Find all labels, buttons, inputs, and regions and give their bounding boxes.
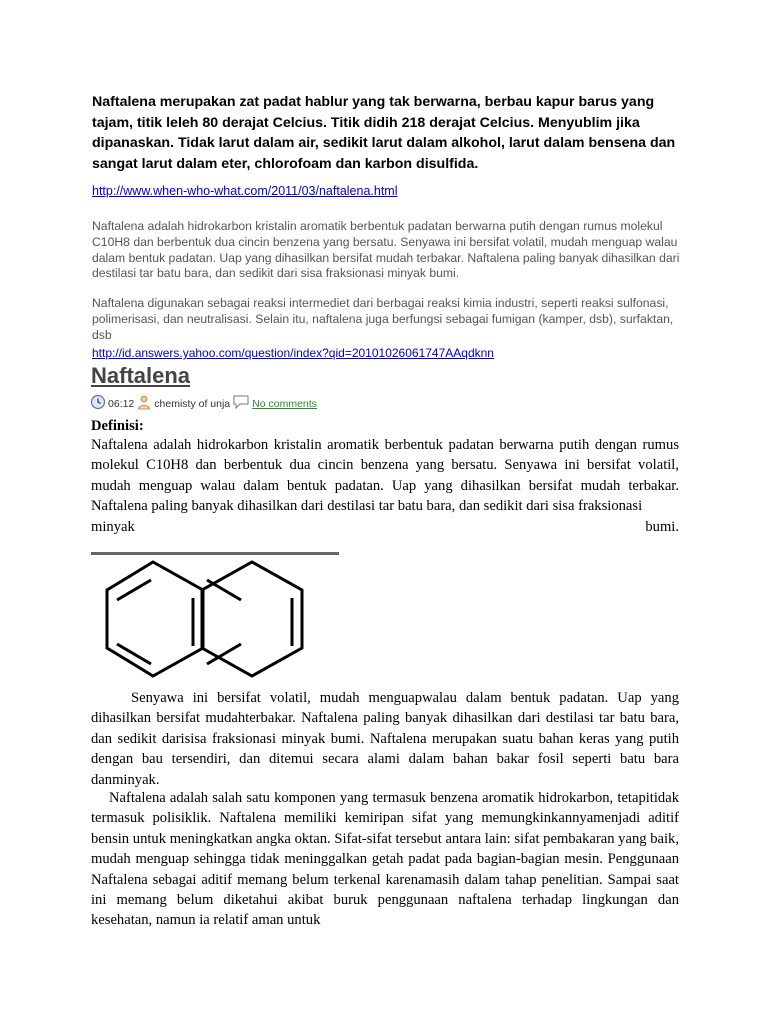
naphthalene-structure-image <box>90 560 310 680</box>
intro-bold-paragraph: Naftalena merupakan zat padat hablur yang tak berwarna, berbau kapur barus yang tajam, titik leleh 80 derajat Celcius. Titik didih 218 derajat Celcius. Menyublim jika dipanaskan. Tidak larut dalam air, sedikit larut dalam alkohol, larut dalam bensena dan sangat larut dalam eter, chlorofoam dan karbon disulfida. <box>92 94 676 172</box>
clock-icon <box>90 394 106 413</box>
definisi-label: Definisi: <box>91 418 144 434</box>
paragraph-3-text: Naftalena adalah salah satu komponen yang termasuk benzena aromatik hidrokarbon, tetapitidak termasuk polisiklik. Naftalena memiliki kemiripan sifat yang memungkinkannyamenjadi aditif bensin untuk meningkatkan angka oktan. Sifat-sifat tersebut antara lain: sifat pembakaran yang baik, mudah menguap sehingga tidak meninggalkan getah padat pada bagian-bagian mesin. Penggunaan Naftalena sebagai aditif memang belum terkenal karenamasih dalam tahap penelitian. Sampai saat ini memang belum diketahui akibat buruk penggunaan naftalena terhadap lingkungan dan kesehatan, namun ia relatif aman untuk <box>91 790 679 929</box>
divider <box>91 552 339 555</box>
post-time: 06:12 <box>108 397 135 410</box>
user-icon <box>136 394 152 413</box>
paragraph-3 <box>91 788 679 931</box>
comments-link[interactable]: No comments <box>252 397 317 410</box>
intro-gray-paragraph-1: Naftalena adalah hidrokarbon kristalin aromatik berbentuk padatan berwarna putih dengan rumus molekul C10H8 dan berbentuk dua cincin benzena yang bersatu. Senyawa ini bersifat volatil, mudah menguap walau dalam bentuk padatan. Uap yang dihasilkan bersifat mudah terbakar. Naftalena paling banyak dihasilkan dari destilasi tar batu bara, dan sedikit dari sisa fraksionasi minyak bumi. <box>92 219 680 281</box>
source-link-1[interactable]: http://www.when-who-what.com/2011/03/naftalena.html <box>92 184 398 198</box>
paragraph-2-text: Senyawa ini bersifat volatil, mudah menguapwalau dalam bentuk padatan. Uap yang dihasilkan bersifat mudahterbakar. Naftalena paling banyak dihasilkan dari destilasi tar batu bara, dan sedikit darisisa fraksionasi minyak bumi. Naftalena merupakan suatu bahan keras yang putih dengan bau tersendiri, dan ditemui secara alami dalam bahan bakar fosil seperti batu bara danminyak. <box>91 690 679 788</box>
paragraph-2 <box>91 688 679 790</box>
post-title[interactable]: Naftalena <box>91 363 191 388</box>
intro-gray-paragraph-2: Naftalena digunakan sebagai reaksi intermediet dari berbagai reaksi kimia industri, seperti reaksi sulfonasi, polimerisasi, dan neutralisasi. Selain itu, naftalena juga berfungsi sebagai fumigan (kamper, dsb), surfaktan, dsb <box>92 296 674 342</box>
comment-icon <box>232 394 250 413</box>
definisi-text: Naftalena adalah hidrokarbon kristalin aromatik berbentuk padatan berwarna putih dengan rumus molekul C10H8 dan berbentuk dua cincin benzena yang bersatu. Senyawa ini bersifat volatil, mudah menguap walau dalam bentuk padatan. Uap yang dihasilkan bersifat mudah terbakar. Naftalena paling banyak dihasilkan dari destilasi tar batu bara, dan sedikit dari sisa fraksionasi <box>91 437 679 515</box>
post-meta <box>90 394 317 413</box>
source-link-2[interactable]: http://id.answers.yahoo.com/question/index?qid=20101026061747AAqdknn <box>92 346 494 360</box>
definisi-last-left: minyak <box>91 518 135 535</box>
post-author[interactable]: chemisty of unja <box>154 397 231 410</box>
definisi-last-line <box>91 517 679 537</box>
definisi-last-right: bumi. <box>645 518 679 535</box>
definisi-paragraph <box>91 435 679 537</box>
